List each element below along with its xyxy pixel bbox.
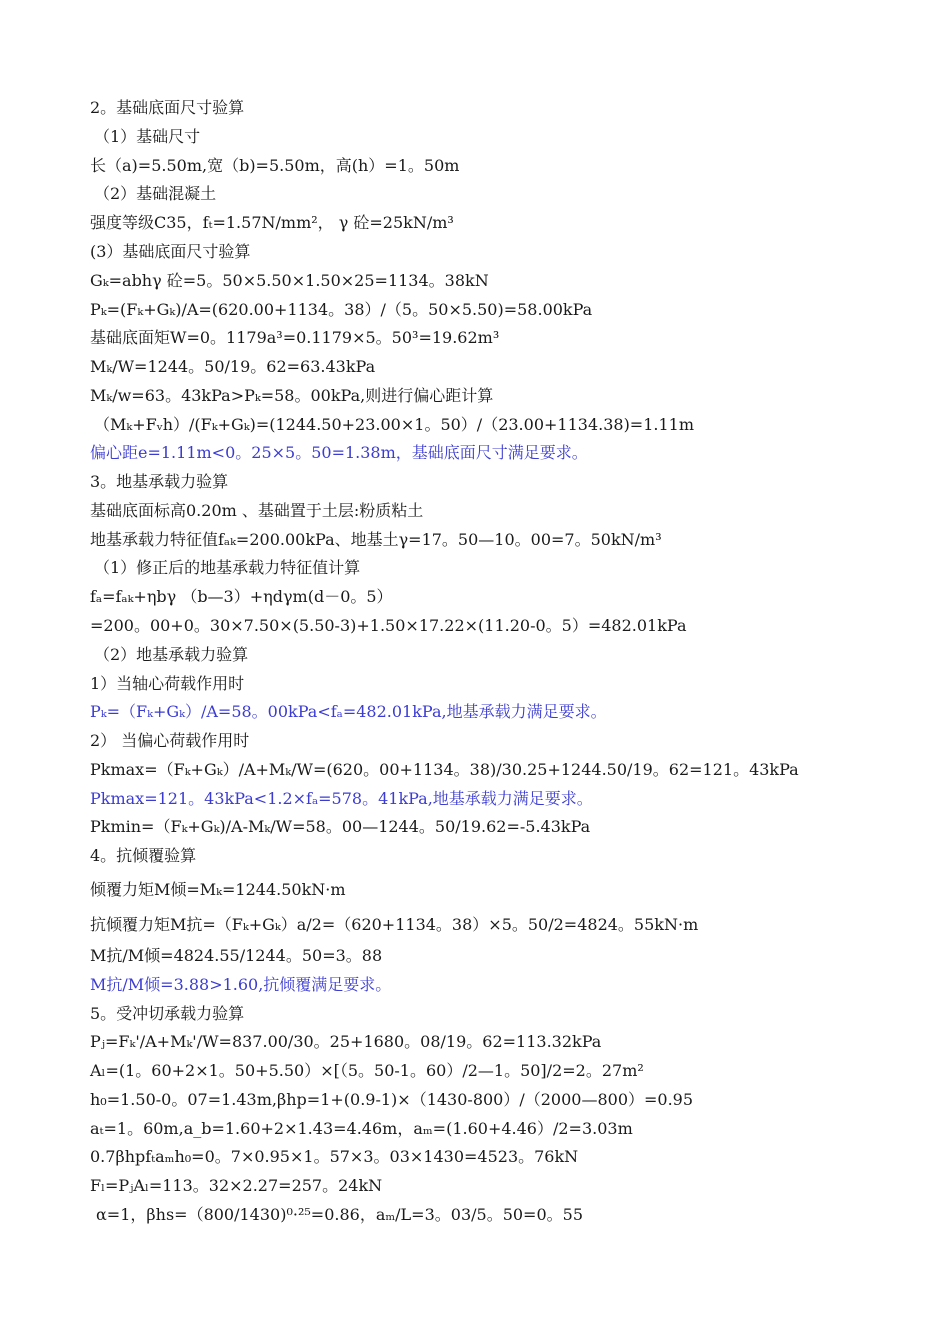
formula-line: Mₖ/W=1244。50/19。62=63.43kPa (90, 357, 376, 376)
section-title: 4。抗倾覆验算 (90, 846, 197, 865)
conclusion-line: Pkmax=121。43kPa<1.2×fₐ=578。41kPa,地基承载力满足要求。 (90, 789, 593, 808)
section-title: 3。地基承载力验算 (90, 472, 229, 491)
formula-line: M抗/M倾=4824.55/1244。50=3。88 (90, 946, 383, 965)
formula-line: （Mₖ+Fᵥh）/(Fₖ+Gₖ)=(1244.50+23.00×1。50）/（23.00+1134.38)=1.11m (94, 415, 695, 434)
formula-line: Aₗ=(1。60+2×1。50+5.50）×[（5。50-1。60）/2—1。50]/2=2。27m² (90, 1061, 644, 1080)
section-title: 2。基础底面尺寸验算 (90, 98, 245, 117)
formula-line: α=1，βhs=（800/1430)⁰·²⁵=0.86，aₘ/L=3。03/5。50=0。55 (96, 1205, 584, 1224)
text-line: 基础底面标高0.20m 、基础置于土层:粉质粘土 (90, 501, 424, 520)
text-line: 1）当轴心荷载作用时 (90, 674, 245, 693)
subsection-title: （2）基础混凝土 (94, 184, 217, 203)
text-line: 长（a)=5.50m,宽（b)=5.50m，高(h）=1。50m (90, 156, 460, 175)
subsection-title: (3）基础底面尺寸验算 (90, 242, 251, 261)
formula-line: Gₖ=abhγ 砼=5。50×5.50×1.50×25=1134。38kN (90, 271, 489, 290)
conclusion-line: 偏心距e=1.11m<0。25×5。50=1.38m，基础底面尺寸满足要求。 (90, 443, 588, 462)
subsection-title: （1）基础尺寸 (94, 127, 201, 146)
formula-line: 倾覆力矩M倾=Mₖ=1244.50kN·m (90, 880, 346, 899)
formula-line: Mₖ/w=63。43kPa>Pₖ=58。00kPa,则进行偏心距计算 (90, 386, 494, 405)
text-line: 强度等级C35，fₜ=1.57N/mm²， γ 砼=25kN/m³ (90, 213, 454, 232)
formula-line: Fₗ=PⱼAₗ=113。32×2.27=257。24kN (90, 1176, 383, 1195)
formula-line: 基础底面矩W=0。1179a³=0.1179×5。50³=19.62m³ (90, 328, 500, 347)
subsection-title: （2）地基承载力验算 (94, 645, 249, 664)
formula-line: Pₖ=(Fₖ+Gₖ)/A=(620.00+1134。38）/（5。50×5.50)=58.00kPa (90, 300, 593, 319)
formula-line: =200。00+0。30×7.50×(5.50-3)+1.50×17.22×(11.20-0。5）=482.01kPa (90, 616, 687, 635)
formula-line: h₀=1.50-0。07=1.43m,βhp=1+(0.9-1)×（1430-800）/（2000—800）=0.95 (90, 1090, 694, 1109)
conclusion-line: M抗/M倾=3.88>1.60,抗倾覆满足要求。 (90, 975, 392, 994)
text-line: 2） 当偏心荷载作用时 (90, 731, 250, 750)
formula-line: aₜ=1。60m,a_b=1.60+2×1.43=4.46m，aₘ=(1.60+4.46）/2=3.03m (90, 1119, 633, 1138)
subsection-title: （1）修正后的地基承载力特征值计算 (94, 558, 361, 577)
formula-line: 抗倾覆力矩M抗=（Fₖ+Gₖ）a/2=（620+1134。38）×5。50/2=4824。55kN·m (90, 915, 699, 934)
text-line: 地基承载力特征值fₐₖ=200.00kPa、地基土γ=17。50—10。00=7。50kN/m³ (90, 530, 662, 549)
conclusion-line: Pₖ=（Fₖ+Gₖ）/A=58。00kPa<fₐ=482.01kPa,地基承载力满足要求。 (90, 702, 607, 721)
formula-line: Pkmax=（Fₖ+Gₖ）/A+Mₖ/W=(620。00+1134。38)/30.25+1244.50/19。62=121。43kPa (90, 760, 799, 779)
formula-line: fₐ=fₐₖ+ηbγ （b—3）+ηdγm(d－0。5） (90, 587, 393, 606)
formula-line: Pkmin=（Fₖ+Gₖ)/A-Mₖ/W=58。00—1244。50/19.62=-5.43kPa (90, 817, 591, 836)
formula-line: 0.7βhpfₜaₘh₀=0。7×0.95×1。57×3。03×1430=4523。76kN (90, 1147, 579, 1166)
formula-line: Pⱼ=Fₖ'/A+Mₖ'/W=837.00/30。25+1680。08/19。62=113.32kPa (90, 1032, 602, 1051)
section-title: 5。受冲切承载力验算 (90, 1004, 245, 1023)
